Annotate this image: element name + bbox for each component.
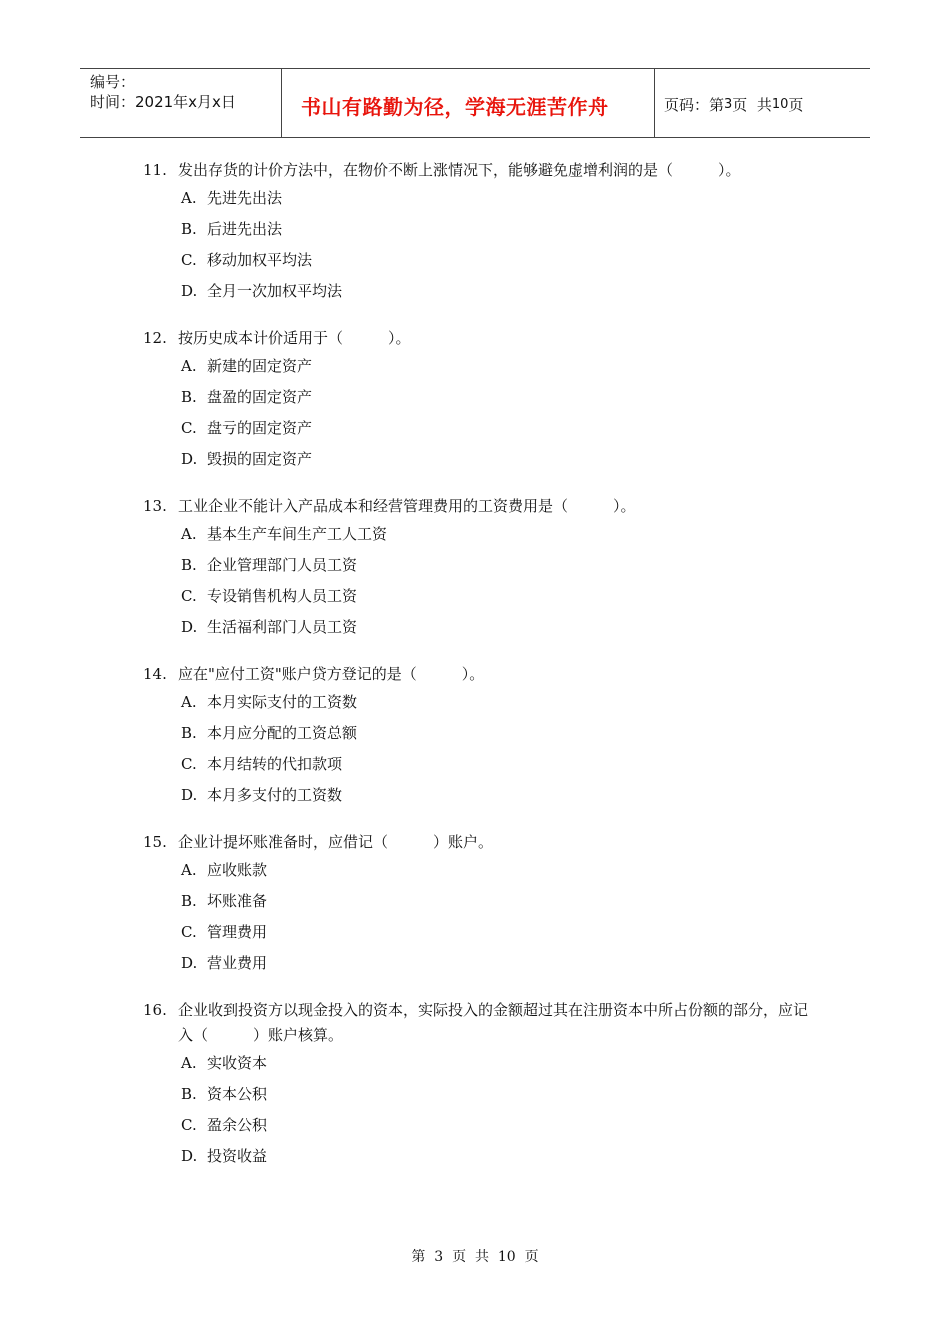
option-text: 新建的固定资产 <box>207 357 313 375</box>
option-text: 本月应分配的工资总额 <box>207 724 358 742</box>
option-label: C. <box>181 923 197 941</box>
page-footer <box>0 1246 950 1266</box>
option-label: C. <box>181 1116 197 1134</box>
option-label: D. <box>181 954 198 972</box>
question-text: 按历史成本计价适用于（ ）。 <box>178 329 411 347</box>
question-text: 工业企业不能计入产品成本和经营管理费用的工资费用是（ ）。 <box>178 497 636 515</box>
option-text: 本月结转的代扣款项 <box>207 755 343 773</box>
header-page-info <box>655 69 870 137</box>
option-label: C. <box>181 251 197 269</box>
option-text: 资本公积 <box>207 1085 268 1103</box>
option-text: 先进先出法 <box>207 189 283 207</box>
option-text: 应收账款 <box>207 861 268 879</box>
option-label: B. <box>181 556 197 574</box>
option-text: 营业费用 <box>207 954 268 972</box>
question-stem <box>143 326 823 351</box>
question-stem <box>143 158 823 183</box>
question-item <box>143 326 823 475</box>
option-label: B. <box>181 724 197 742</box>
answer-option <box>143 948 823 979</box>
answer-option <box>143 183 823 214</box>
answer-option <box>143 382 823 413</box>
option-label: B. <box>181 220 197 238</box>
answer-option <box>143 413 823 444</box>
option-text: 坏账准备 <box>207 892 268 910</box>
option-label: A. <box>181 357 197 375</box>
question-number: 13. <box>143 497 167 515</box>
option-text: 投资收益 <box>207 1147 268 1165</box>
page-header <box>80 68 870 138</box>
option-label: B. <box>181 388 197 406</box>
option-label: B. <box>181 1085 197 1103</box>
answer-option <box>143 1141 823 1172</box>
question-text: 企业收到投资方以现金投入的资本，实际投入的金额超过其在注册资本中所占份额的部分，应记入（ ）账户核算。 <box>178 1001 809 1044</box>
option-text: 管理费用 <box>207 923 268 941</box>
answer-option <box>143 1110 823 1141</box>
option-text: 生活福利部门人员工资 <box>207 618 358 636</box>
option-text: 专设销售机构人员工资 <box>207 587 358 605</box>
question-item <box>143 830 823 979</box>
option-text: 盘盈的固定资产 <box>207 388 313 406</box>
page-total: 10 <box>771 96 789 112</box>
question-number: 14. <box>143 665 167 683</box>
answer-option <box>143 351 823 382</box>
page-number: 3 <box>724 96 733 112</box>
option-label: A. <box>181 693 197 711</box>
answer-option <box>143 1048 823 1079</box>
page-label: 页码：第 <box>664 95 725 114</box>
question-item <box>143 662 823 811</box>
option-label: D. <box>181 450 198 468</box>
option-label: C. <box>181 587 197 605</box>
question-number: 15. <box>143 833 167 851</box>
option-label: C. <box>181 755 197 773</box>
option-label: D. <box>181 1147 198 1165</box>
answer-option <box>143 581 823 612</box>
answer-option <box>143 1079 823 1110</box>
page-mid-label: 页 共 <box>732 95 772 114</box>
option-text: 全月一次加权平均法 <box>207 282 343 300</box>
answer-option <box>143 276 823 307</box>
header-meta <box>80 69 282 137</box>
option-text: 毁损的固定资产 <box>207 450 313 468</box>
question-stem <box>143 494 823 519</box>
option-label: D. <box>181 786 198 804</box>
question-stem <box>143 998 823 1048</box>
question-item <box>143 158 823 307</box>
question-number: 12. <box>143 329 167 347</box>
answer-option <box>143 855 823 886</box>
option-text: 盘亏的固定资产 <box>207 419 313 437</box>
question-text: 企业计提坏账准备时，应借记（ ）账户。 <box>178 833 494 851</box>
footer-page-text: 第 3 页 共 10 页 <box>411 1249 539 1265</box>
option-label: D. <box>181 282 198 300</box>
question-stem <box>143 662 823 687</box>
option-text: 企业管理部门人员工资 <box>207 556 358 574</box>
question-text: 应在"应付工资"账户贷方登记的是（ ）。 <box>178 665 485 683</box>
answer-option <box>143 444 823 475</box>
option-text: 本月多支付的工资数 <box>207 786 343 804</box>
option-text: 后进先出法 <box>207 220 283 238</box>
option-label: A. <box>181 189 197 207</box>
option-label: A. <box>181 1054 197 1072</box>
answer-option <box>143 749 823 780</box>
option-text: 移动加权平均法 <box>207 251 313 269</box>
answer-option <box>143 718 823 749</box>
answer-option <box>143 550 823 581</box>
header-motto: 书山有路勤为径，学海无涯苦作舟 <box>282 69 655 137</box>
question-stem <box>143 830 823 855</box>
option-label: B. <box>181 892 197 910</box>
option-text: 本月实际支付的工资数 <box>207 693 358 711</box>
question-text: 发出存货的计价方法中，在物价不断上涨情况下，能够避免虚增利润的是（ ）。 <box>178 161 741 179</box>
question-item <box>143 998 823 1172</box>
option-label: C. <box>181 419 197 437</box>
time-label: 时间：2021年x月x日 <box>90 93 236 111</box>
answer-option <box>143 917 823 948</box>
option-label: D. <box>181 618 198 636</box>
page-end-label: 页 <box>788 95 804 114</box>
question-list <box>143 158 823 1191</box>
option-text: 实收资本 <box>207 1054 268 1072</box>
serial-label: 编号： <box>90 73 136 91</box>
option-text: 盈余公积 <box>207 1116 268 1134</box>
option-label: A. <box>181 861 197 879</box>
answer-option <box>143 612 823 643</box>
question-number: 11. <box>143 161 167 179</box>
option-text: 基本生产车间生产工人工资 <box>207 525 388 543</box>
answer-option <box>143 214 823 245</box>
option-label: A. <box>181 525 197 543</box>
question-number: 16. <box>143 1001 167 1019</box>
answer-option <box>143 886 823 917</box>
answer-option <box>143 245 823 276</box>
answer-option <box>143 687 823 718</box>
answer-option <box>143 519 823 550</box>
answer-option <box>143 780 823 811</box>
question-item <box>143 494 823 643</box>
